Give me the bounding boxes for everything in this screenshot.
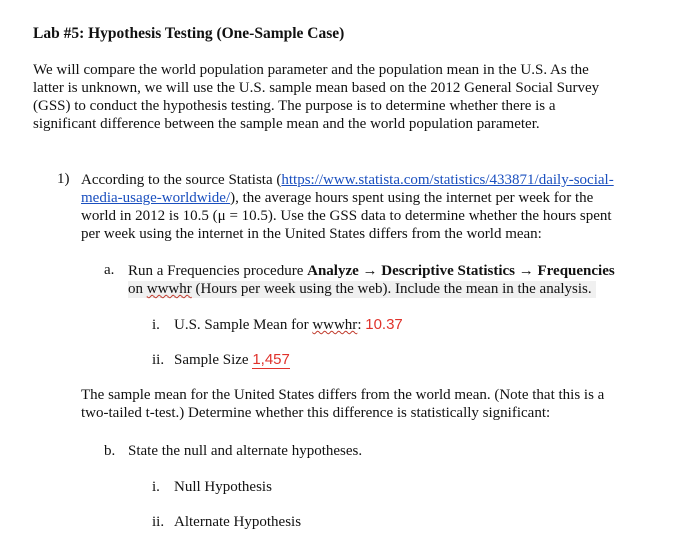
item-number: ii.	[152, 514, 165, 530]
second-paragraph	[81, 386, 604, 422]
intro-line: latter is unknown, we will use the U.S. sample mean based on the 2012 General Social Survey	[33, 80, 600, 96]
part-a	[128, 262, 615, 298]
null-hypothesis-label: Null Hypothesis	[174, 479, 272, 495]
sample-size-row	[152, 351, 290, 369]
sample-mean-label: U.S. Sample Mean for	[174, 317, 313, 333]
para2-line: two-tailed t-test.) Determine whether this difference is statistically significant:	[81, 405, 551, 421]
sample-size-label: Sample Size	[174, 352, 249, 368]
alternate-hypothesis-row	[152, 514, 301, 531]
item-number: ii.	[152, 352, 165, 368]
alternate-hypothesis-label: Alternate Hypothesis	[174, 514, 302, 530]
part-a-line-1	[128, 262, 615, 280]
question-1-line: per week using the internet in the United States differs from the world mean:	[81, 226, 542, 242]
arrow-icon: →	[358, 263, 382, 279]
part-a-letter: a.	[104, 262, 115, 278]
q1-text: ), the average hours spent using the internet per week for the	[230, 190, 594, 206]
part-b-letter: b.	[104, 443, 116, 459]
intro-line: significant difference between the sample mean and the world population parameter.	[33, 116, 540, 132]
intro-line: We will compare the world population parameter and the population mean in the U.S. As the	[33, 62, 589, 78]
sample-size-answer[interactable]: 1,457	[252, 351, 290, 368]
part-a-text: (Hours per week using the web). Include the mean in the analysis.	[191, 281, 592, 297]
intro-paragraph	[33, 61, 599, 133]
sample-mean-answer[interactable]: 10.37	[365, 316, 403, 333]
document-title: Lab #5: Hypothesis Testing (One-Sample Case)	[33, 25, 345, 42]
intro-line: (GSS) to conduct the hypothesis testing. The purpose is to determine whether there is a	[33, 98, 556, 114]
variable-wwwhr: wwwhr	[312, 317, 358, 333]
question-1	[81, 171, 614, 243]
highlighted-text	[128, 281, 596, 298]
sample-mean-row	[152, 316, 403, 334]
colon: :	[357, 317, 362, 333]
question-1-line: world in 2012 is 10.5 (μ = 10.5). Use the GSS data to determine whether the hours spent	[81, 208, 612, 224]
part-a-text: on	[128, 281, 147, 297]
menu-descriptive-statistics: Descriptive Statistics	[381, 263, 515, 279]
menu-frequencies: Frequencies	[537, 263, 615, 279]
item-number: i.	[152, 479, 160, 495]
question-1-line	[81, 189, 614, 207]
variable-wwwhr: wwwhr	[146, 281, 192, 297]
null-hypothesis-row	[152, 479, 272, 496]
item-number: i.	[152, 317, 160, 333]
part-a-line-2	[128, 280, 615, 298]
part-a-text: Run a Frequencies procedure	[128, 263, 308, 279]
question-1-number: 1)	[57, 171, 70, 187]
statista-link-continued[interactable]: media-usage-worldwide/	[81, 190, 231, 206]
statista-link[interactable]: https://www.statista.com/statistics/433871/daily-social-	[281, 172, 614, 188]
para2-line: The sample mean for the United States differs from the world mean. (Note that this is a	[81, 387, 605, 403]
question-1-line	[81, 171, 614, 189]
arrow-icon: →	[515, 263, 538, 279]
part-b-text: State the null and alternate hypotheses.	[128, 443, 363, 459]
menu-analyze: Analyze	[307, 263, 359, 279]
q1-text: According to the source Statista (	[81, 172, 282, 188]
